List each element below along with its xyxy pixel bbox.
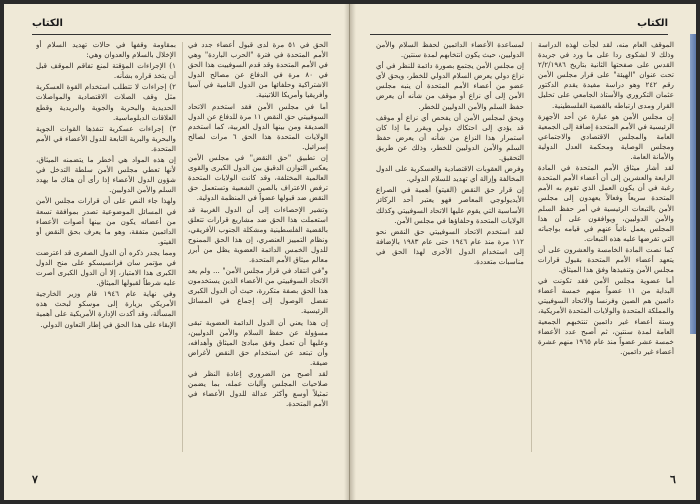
paragraph: وتشير الإحصاءات إلى أن الدول الغربية قد استعملت هذا الحق ضد مشاريع قرارات تتعلق بالقضية الفلسطينية ومشكلة الجنوب الأفريقي، ونظام التمييز العنصري، إن هذا الحق الممنوح للدول الخمس الدائمة العضوية يظل من أبرز معالم ميثاق الأمم المتحدة. xyxy=(188,204,328,264)
page-header: الكتاب xyxy=(32,18,63,29)
paragraph: إن قرار حق النقض (الفيتو) أهمية في الصراع الأيديولوجي المعاصر فهو يعتبر أحد الركائز الأساسية التي يقوم عليها الاتحاد السوفييتي وكذلك الولايات المتحدة وحلفاؤها في مجلس الأمن. xyxy=(376,185,524,225)
paragraph: أما عضوية مجلس الأمن فقد تكونت في البداية من ١١ عضواً منهم خمسة أعضاء دائمين هم الصين وفرنسا والاتحاد السوفييتي والمملكة المتحدة والولايات المتحدة الأمريكية، وستة أعضاء غير دائمين تنتخبهم الجمعية العامة لمدة سنتين، ثم أصبح عدد الأعضاء خمسة عشر عضواً منذ عام ١٩٦٥ منهم عشرة أعضاء غير دائمين. xyxy=(538,276,674,356)
paragraph: إن تطبيق "حق النقض" في مجلس الأمن يعكس التوازن الدقيق بين الدول الكبرى والقوى العالمية المختلفة، وقد كانت الولايات المتحدة ترفض الاعتراف بالصين الشعبية وتستعمل حق النقض ضد قبولها عضواً في المنظمة الدولية. xyxy=(188,153,328,203)
text-column-right xyxy=(538,40,674,452)
header-rule xyxy=(370,34,668,35)
paragraph: وفرض العقوبات الاقتصادية والعسكرية على الدول المخالفة وإزالة أي تهديد للسلام الدولي. xyxy=(376,164,524,184)
paragraph: ٣) إجراءات عسكرية تنفذها القوات الجوية والبحرية والبرية التابعة للدول الأعضاء في الأمم المتحدة. xyxy=(36,123,176,153)
column-divider xyxy=(531,42,532,452)
paragraph: الحق في ٥١ مرة لدى قبول أعضاء جدد في الأمم المتحدة في فترة "الحرب الباردة" وهي في الأمم المتحدة وقد قدم السوفييت هذا الحق في ٨٠ مرة في الدفاع عن مصالح الدول الاشتراكية وحلفائها من الدول النامية في آسيا وأفريقيا وأمريكا اللاتينية. xyxy=(188,40,328,100)
paragraph: ولهذا جاء النص على أن قرارات مجلس الأمن في المسائل الموضوعية تصدر بموافقة تسعة من أعضائه يكون من بينها أصوات الأعضاء الدائمين متفقة، وهو ما يعرف بحق النقض أو الفيتو. xyxy=(36,196,176,246)
page-header: الكتاب xyxy=(637,18,668,29)
header-rule xyxy=(32,34,331,35)
left-page xyxy=(4,4,350,500)
paragraph: لقد أصبح من الضروري إعادة النظر في صلاحيات المجلس وآليات عمله، بما يضمن تمثيلاً أوسع وأكثر عدالة للدول الأعضاء في الأمم المتحدة. xyxy=(188,369,328,409)
book-spread xyxy=(4,4,696,500)
column-divider xyxy=(182,42,183,452)
paragraph: و"في انتقاد في قرار مجلس الأمن" ... ولم يعد الاتحاد السوفييتي من الأعضاء الذين يستخدمون هذا الحق بصفة متكررة، حيث أن الدول الكبرى تفضل الوصول إلى إجماع في المسائل الرئيسية. xyxy=(188,266,328,316)
paragraph: لمساعدة الأعضاء الدائمين لحفظ السلام والأمن الدوليين، حيث يكون انتخابهم لمدة سنتين. xyxy=(376,40,524,60)
page-edge-tab xyxy=(690,34,696,334)
book-gutter xyxy=(344,4,356,500)
paragraph: ٢) إجراءات لا تتطلب استخدام القوة العسكرية مثل وقف الصلات الاقتصادية والمواصلات الحديدية والبحرية والجوية والبريدية وقطع العلاقات الدبلوماسية. xyxy=(36,82,176,122)
paragraph: ١) الإجراءات المؤقتة لمنع تفاقم الموقف قبل أن يتخذ قراره بشأنه. xyxy=(36,61,176,81)
paragraph: لقد استخدم الاتحاد السوفييتي حق النقض نحو ١١٢ مرة منذ عام ١٩٤٦ حتى عام ١٩٨٣ بالإضافة إلى استخدام الدول الأخرى لهذا الحق في مناسبات متعددة. xyxy=(376,226,524,266)
paragraph: ويحق لمجلس الأمن أن يفحص أي نزاع أو موقف قد يؤدي إلى احتكاك دولي ويقرر ما إذا كان استمرار هذا النزاع من شأنه أن يعرض حفظ السلم والأمن الدوليين للخطر، وذلك عن طريق التحقيق. xyxy=(376,112,524,163)
paragraph: إن مجلس الأمن هو عبارة عن أحد الأجهزة الرئيسية في الأمم المتحدة إضافة إلى الجمعية العامة والمجلس الاقتصادي والاجتماعي ومجلس الوصاية ومحكمة العدل الدولية والأمانة العامة. xyxy=(538,111,674,162)
page-number: ٦ xyxy=(670,473,676,486)
text-column-right xyxy=(188,40,328,452)
paragraph: بمقاومة وقفها في حالات تهديد السلام أو الإخلال بالسلام والعدوان وهي: xyxy=(36,40,176,60)
paragraph: إن هذا يعني أن الدول الدائمة العضوية تبقى مسؤولة عن حفظ السلام والأمن الدوليين، وعليها أن تعمل وفق مبادئ الميثاق وأهدافه، وأن تبتعد عن استخدام حق النقض لأغراض ضيقة. xyxy=(188,317,328,367)
paragraph: الموقف العام منه، لقد لجأت لهذه الدراسة وذلك لا لشكوى ردا على ما ورد في جريدة القدس على صفحتها الثانية بتاريخ ٢/٢/١٩٨٦ تحت عنوان "الهيئة" على قرار مجلس الأمن رقم ٢٤٢ وهو دراسة مفيدة يقدم الدكتور عثمان التكروري والأستاذ الجامعي على تحليل القرار ومدى ارتباطه بالقضية الفلسطينية. xyxy=(538,40,674,110)
text-column-left xyxy=(376,40,524,452)
text-column-left xyxy=(36,40,176,452)
paragraph: أما في مجلس الأمن فقد استخدم الاتحاد السوفييتي حق النقض ١١ مرة للدفاع عن الدول الصديقة ومن بينها الدول العربية، كما استخدم الولايات المتحدة هذا الحق ٦ مرات لصالح إسرائيل. xyxy=(188,101,328,151)
paragraph: إن مجلس الأمن يجتمع بصورة دائمة للنظر في أي نزاع دولي يعرض السلام الدولي للخطر، ويحق لأي عضو من أعضاء الأمم المتحدة أن ينبه مجلس الأمن إلى أي نزاع أو موقف من شأنه أن يعرض حفظ السلم والأمن الدوليين للخطر. xyxy=(376,61,524,111)
paragraph: وفي نهاية عام ١٩٤٦ قام وزير الخارجية الأمريكي بزيارة إلى موسكو لبحث هذه المسألة، وقد أكدت الإدارة الأمريكية على أهمية الإبقاء على هذا الحق في إطار التعاون الدولي. xyxy=(36,289,176,329)
paragraph: لقد أشار ميثاق الأمم المتحدة في المادة الرابعة والعشرين إلى أن أعضاء الأمم المتحدة رغبة في أن يكون العمل الذي تقوم به الأمم المتحدة سريعاً وفعالاً يعهدون إلى مجلس الأمن بالتبعات الرئيسية في أمر حفظ السلم والأمن الدوليين، ويوافقون على أن هذا المجلس يعمل نائباً عنهم في قيامه بواجباته التي تفرضها عليه هذه التبعات. xyxy=(538,163,674,243)
paragraph: ومما يجدر ذكره أن الدول الصغرى قد اعترضت في مؤتمر سان فرانسيسكو على منح الدول الكبرى هذا الامتياز، إلا أن الدول الكبرى أصرت عليه شرطاً لقبولها الميثاق. xyxy=(36,247,176,288)
page-number: ٧ xyxy=(32,473,38,486)
paragraph: كما نصت المادة الخامسة والعشرون على أن يتعهد أعضاء الأمم المتحدة بقبول قرارات مجلس الأمن وتنفيذها وفق هذا الميثاق. xyxy=(538,244,674,275)
right-page xyxy=(350,4,696,500)
paragraph: إن هذه المواد هي أخطر ما يتضمنه الميثاق، لأنها تعطي مجلس الأمن سلطة التدخل في شؤون الدول الأعضاء إذا رأى أن هناك ما يهدد السلم والأمن الدوليين. xyxy=(36,155,176,195)
